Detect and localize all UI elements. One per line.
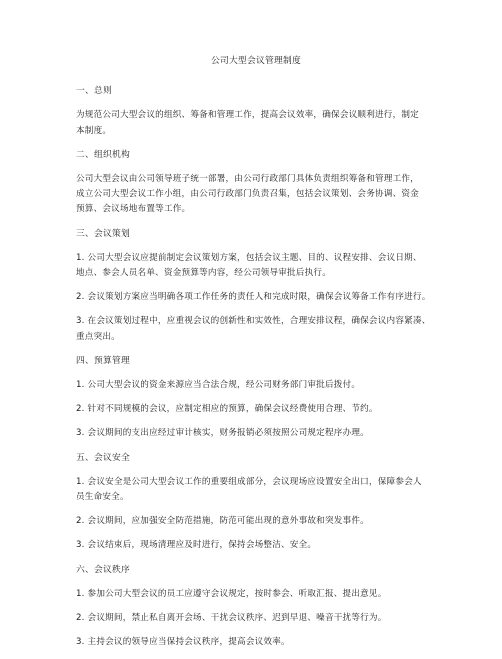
section-planning	[76, 227, 436, 345]
document-title: 公司大型会议管理制度	[211, 56, 301, 66]
section-general	[76, 84, 436, 139]
section-paragraph: 2. 针对不同规模的会议，应制定相应的预算，确保会议经费使用合理、节约。	[76, 404, 378, 415]
section-paragraph: 公司大型会议由公司领导班子统一部署，由公司行政部门具体负责组织筹备和管理工作， 成立公司大型会议工作小组，由公司行政部门负责召集，包括会议策划、会务协调、资金 预算、会议场地布置等工作。	[76, 174, 419, 215]
section-budget	[76, 354, 436, 442]
section-organization	[76, 148, 436, 218]
section-paragraph: 2. 会议期间，禁止私自离开会场、干扰会议秩序、迟到早退、噪音干扰等行为。	[76, 613, 387, 624]
section-paragraph: 为规范公司大型会议的组织、筹备和管理工作，提高会议效率，确保会议顺利进行，制定 本制度。	[76, 110, 419, 136]
section-paragraph: 1. 会议安全是公司大型会议工作的重要组成部分，会议现场应设置安全出口，保障参会人 员生命安全。	[76, 476, 422, 503]
section-paragraph: 1. 公司大型会议应提前制定会议策划方案，包括会议主题、目的、议程安排、会议日期、 地点、参会人员名单、资金预算等内容，经公司领导审批后执行。	[76, 252, 422, 279]
section-heading: 二、组织机构	[76, 149, 130, 160]
section-order	[76, 563, 436, 651]
section-paragraph: 1. 参加公司大型会议的员工应遵守会议规定，按时参会、听取汇报、提出意见。	[76, 588, 387, 599]
section-heading: 四、预算管理	[76, 355, 130, 366]
section-paragraph: 2. 会议策划方案应当明确各项工作任务的责任人和完成时限，确保会议筹备工作有序进行。	[76, 292, 431, 303]
section-paragraph: 3. 会议结束后，现场清理应及时进行，保持会场整洁、安全。	[76, 540, 317, 551]
section-heading: 六、会议秩序	[76, 564, 130, 575]
section-heading: 三、会议策划	[76, 228, 130, 239]
section-paragraph: 3. 会议期间的支出应经过审计核实，财务报销必须按照公司规定程序办理。	[76, 428, 369, 439]
section-heading: 五、会议安全	[76, 452, 130, 463]
section-heading: 一、总则	[76, 86, 112, 97]
section-paragraph: 3. 主持会议的领导应当保持会议秩序，提高会议效率。	[76, 637, 290, 648]
section-paragraph: 2. 会议期间，应加强安全防范措施，防范可能出现的意外事故和突发事件。	[76, 516, 369, 527]
document-body	[76, 54, 436, 659]
section-paragraph: 1. 公司大型会议的资金来源应当合法合规，经公司财务部门审批后拨付。	[76, 380, 361, 391]
section-paragraph: 3. 在会议策划过程中，应重视会议的创新性和实效性，合理安排议程，确保会议内容紧凑、 重点突出。	[76, 316, 431, 342]
section-safety	[76, 451, 436, 554]
